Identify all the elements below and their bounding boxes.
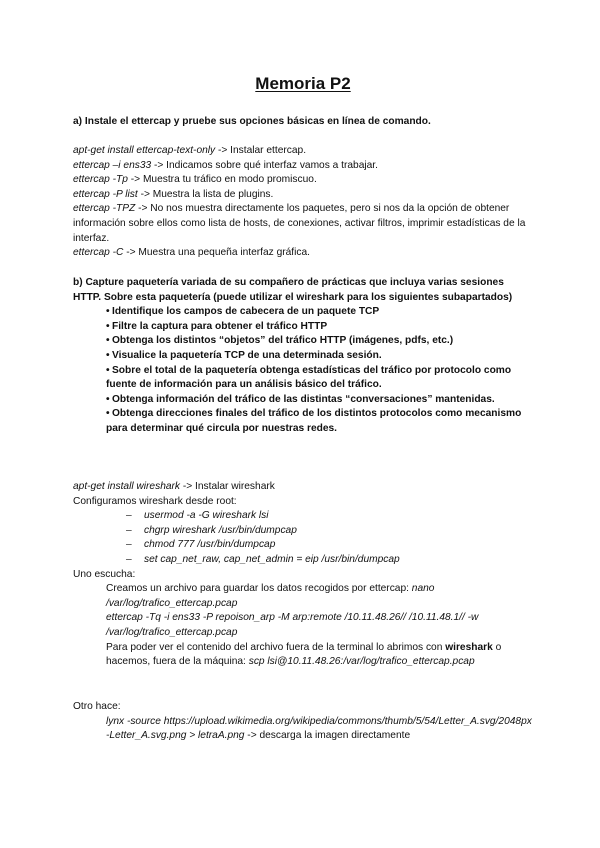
section-a [73, 115, 533, 130]
bullet-icon: • [106, 393, 110, 405]
command-text: ettercap -TPZ [73, 203, 136, 215]
list-item-text: Obtenga direcciones finales del tráfico de los distintos protocolos como mecanismo para determinar qué circula por nuestras redes. [106, 408, 522, 434]
command-description: -> Muestra tu tráfico en modo promiscuo. [127, 174, 317, 186]
section-b [73, 276, 533, 437]
command-text: ettercap -P list [73, 188, 138, 200]
list-item [73, 349, 533, 364]
command-text: chmod 777 /usr/bin/dumpcap [144, 539, 276, 551]
page-title-text: Memoria P2 [255, 74, 351, 93]
command-description: -> Instalar ettercap. [215, 145, 307, 156]
command-line [73, 246, 533, 261]
list-item-text: Identifique los campos de cabecera de un paquete TCP [112, 306, 380, 318]
command-description: -> Muestra la lista de plugins. [137, 188, 274, 200]
command-text: lynx -source https://upload.wikimedia.org/wikipedia/commons/thumb/5/54/Letter_A.svg/2048px-Letter_A.svg.png > letraA.png [106, 715, 532, 742]
section-b-bullet-list [73, 305, 533, 436]
emphasis-text: wireshark [445, 641, 493, 653]
paragraph [106, 582, 533, 611]
command-description: -> Muestra una pequeña interfaz gráfica. [123, 247, 310, 259]
config-command-list [73, 509, 533, 567]
list-item-text: Sobre el total de la paquetería obtenga estadísticas del tráfico por protocolo como fuente de información para un análisis básico del tráfico. [106, 364, 512, 391]
command-text: apt-get install wireshark [73, 481, 181, 492]
command-text: ettercap -Tp [73, 174, 128, 186]
dash-icon: – [126, 524, 132, 536]
wireshark-section [73, 480, 533, 670]
command-text: apt-get install ettercap-text-only [73, 145, 216, 156]
section-a-commands [73, 144, 533, 261]
uno-escucha-label: Uno escucha: [73, 568, 136, 580]
list-item [73, 553, 533, 568]
paragraph-text: o hacemos, fuera de la máquina: [106, 641, 502, 668]
list-item [73, 524, 533, 539]
paragraph-text: Para poder ver el contenido del archivo fuera de la terminal lo abrimos con [106, 641, 446, 653]
bullet-icon: • [106, 320, 110, 332]
paragraph [106, 641, 533, 670]
section-a-heading: a) Instale el ettercap y pruebe sus opciones básicas en línea de comando. [73, 116, 431, 127]
bullet-icon: • [106, 364, 110, 376]
list-item [73, 334, 533, 349]
list-item [73, 364, 533, 393]
list-item [73, 305, 533, 320]
otro-hace-section [73, 700, 533, 744]
list-item-text: Obtenga información del tráfico de las distintas “conversaciones” mantenidas. [112, 393, 495, 405]
command-text: set cap_net_raw, cap_net_admin = eip /usr/bin/dumpcap [144, 553, 400, 565]
dash-icon: – [126, 539, 132, 551]
dash-icon: – [126, 553, 132, 565]
command-description: -> Indicamos sobre qué interfaz vamos a trabajar. [151, 159, 378, 171]
section-b-heading: b) Capture paquetería variada de su compañero de prácticas que incluya varias sesiones HTTP. Sobre esta paquetería (puede utilizar el wireshark para los siguientes subapartados) [73, 277, 513, 303]
command-text: ettercap -C [73, 247, 124, 259]
command-description: -> Instalar wireshark [180, 481, 275, 492]
command-text: ettercap -Tq -i ens33 -P repoison_arp -M arp:remote /10.11.48.26// /10.11.48.1// -w /var/log/trafico_ettercap.pcap [106, 612, 479, 638]
config-label: Configuramos wireshark desde root: [73, 495, 237, 507]
command-text: scp lsi@10.11.48.26:/var/log/trafico_ettercap.pcap [248, 656, 475, 668]
command-line [73, 159, 533, 174]
list-item [73, 393, 533, 408]
command-description: -> No nos muestra directamente los paquetes, pero si nos da la opción de obtener información sobre ellos como lista de hosts, de conexiones, activar filtros, imprimir estadísticas de la interfaz. [73, 203, 526, 244]
command-text: chgrp wireshark /usr/bin/dumpcap [144, 524, 297, 536]
bullet-icon: • [106, 335, 110, 347]
list-item [73, 509, 533, 524]
command-line [73, 188, 533, 203]
list-item-text: Obtenga los distintos “objetos” del tráfico HTTP (imágenes, pdfs, etc.) [112, 335, 454, 347]
bullet-icon: • [106, 306, 110, 318]
bullet-icon: • [106, 349, 110, 361]
otro-hace-label: Otro hace: [73, 701, 121, 712]
list-item-text: Filtre la captura para obtener el tráfico HTTP [112, 320, 328, 332]
command-text: usermod -a -G wireshark lsi [144, 510, 269, 522]
uno-escucha-block [73, 582, 533, 670]
command-description: -> descarga la imagen directamente [244, 730, 411, 742]
paragraph-text: Creamos un archivo para guardar los datos recogidos por ettercap: [106, 583, 412, 595]
command-text: ettercap –i ens33 [73, 159, 152, 171]
paragraph [73, 715, 533, 744]
list-item [73, 407, 533, 436]
dash-icon: – [126, 510, 132, 522]
command-text: nano /var/log/trafico_ettercap.pcap [106, 583, 435, 609]
command-line [73, 202, 533, 246]
list-item-text: Visualice la paquetería TCP de una determinada sesión. [112, 349, 382, 361]
bullet-icon: • [106, 408, 110, 420]
command-line [73, 144, 533, 159]
page-title [73, 74, 533, 94]
list-item [73, 320, 533, 335]
command-line [73, 480, 533, 495]
list-item [73, 538, 533, 553]
command-line [73, 173, 533, 188]
